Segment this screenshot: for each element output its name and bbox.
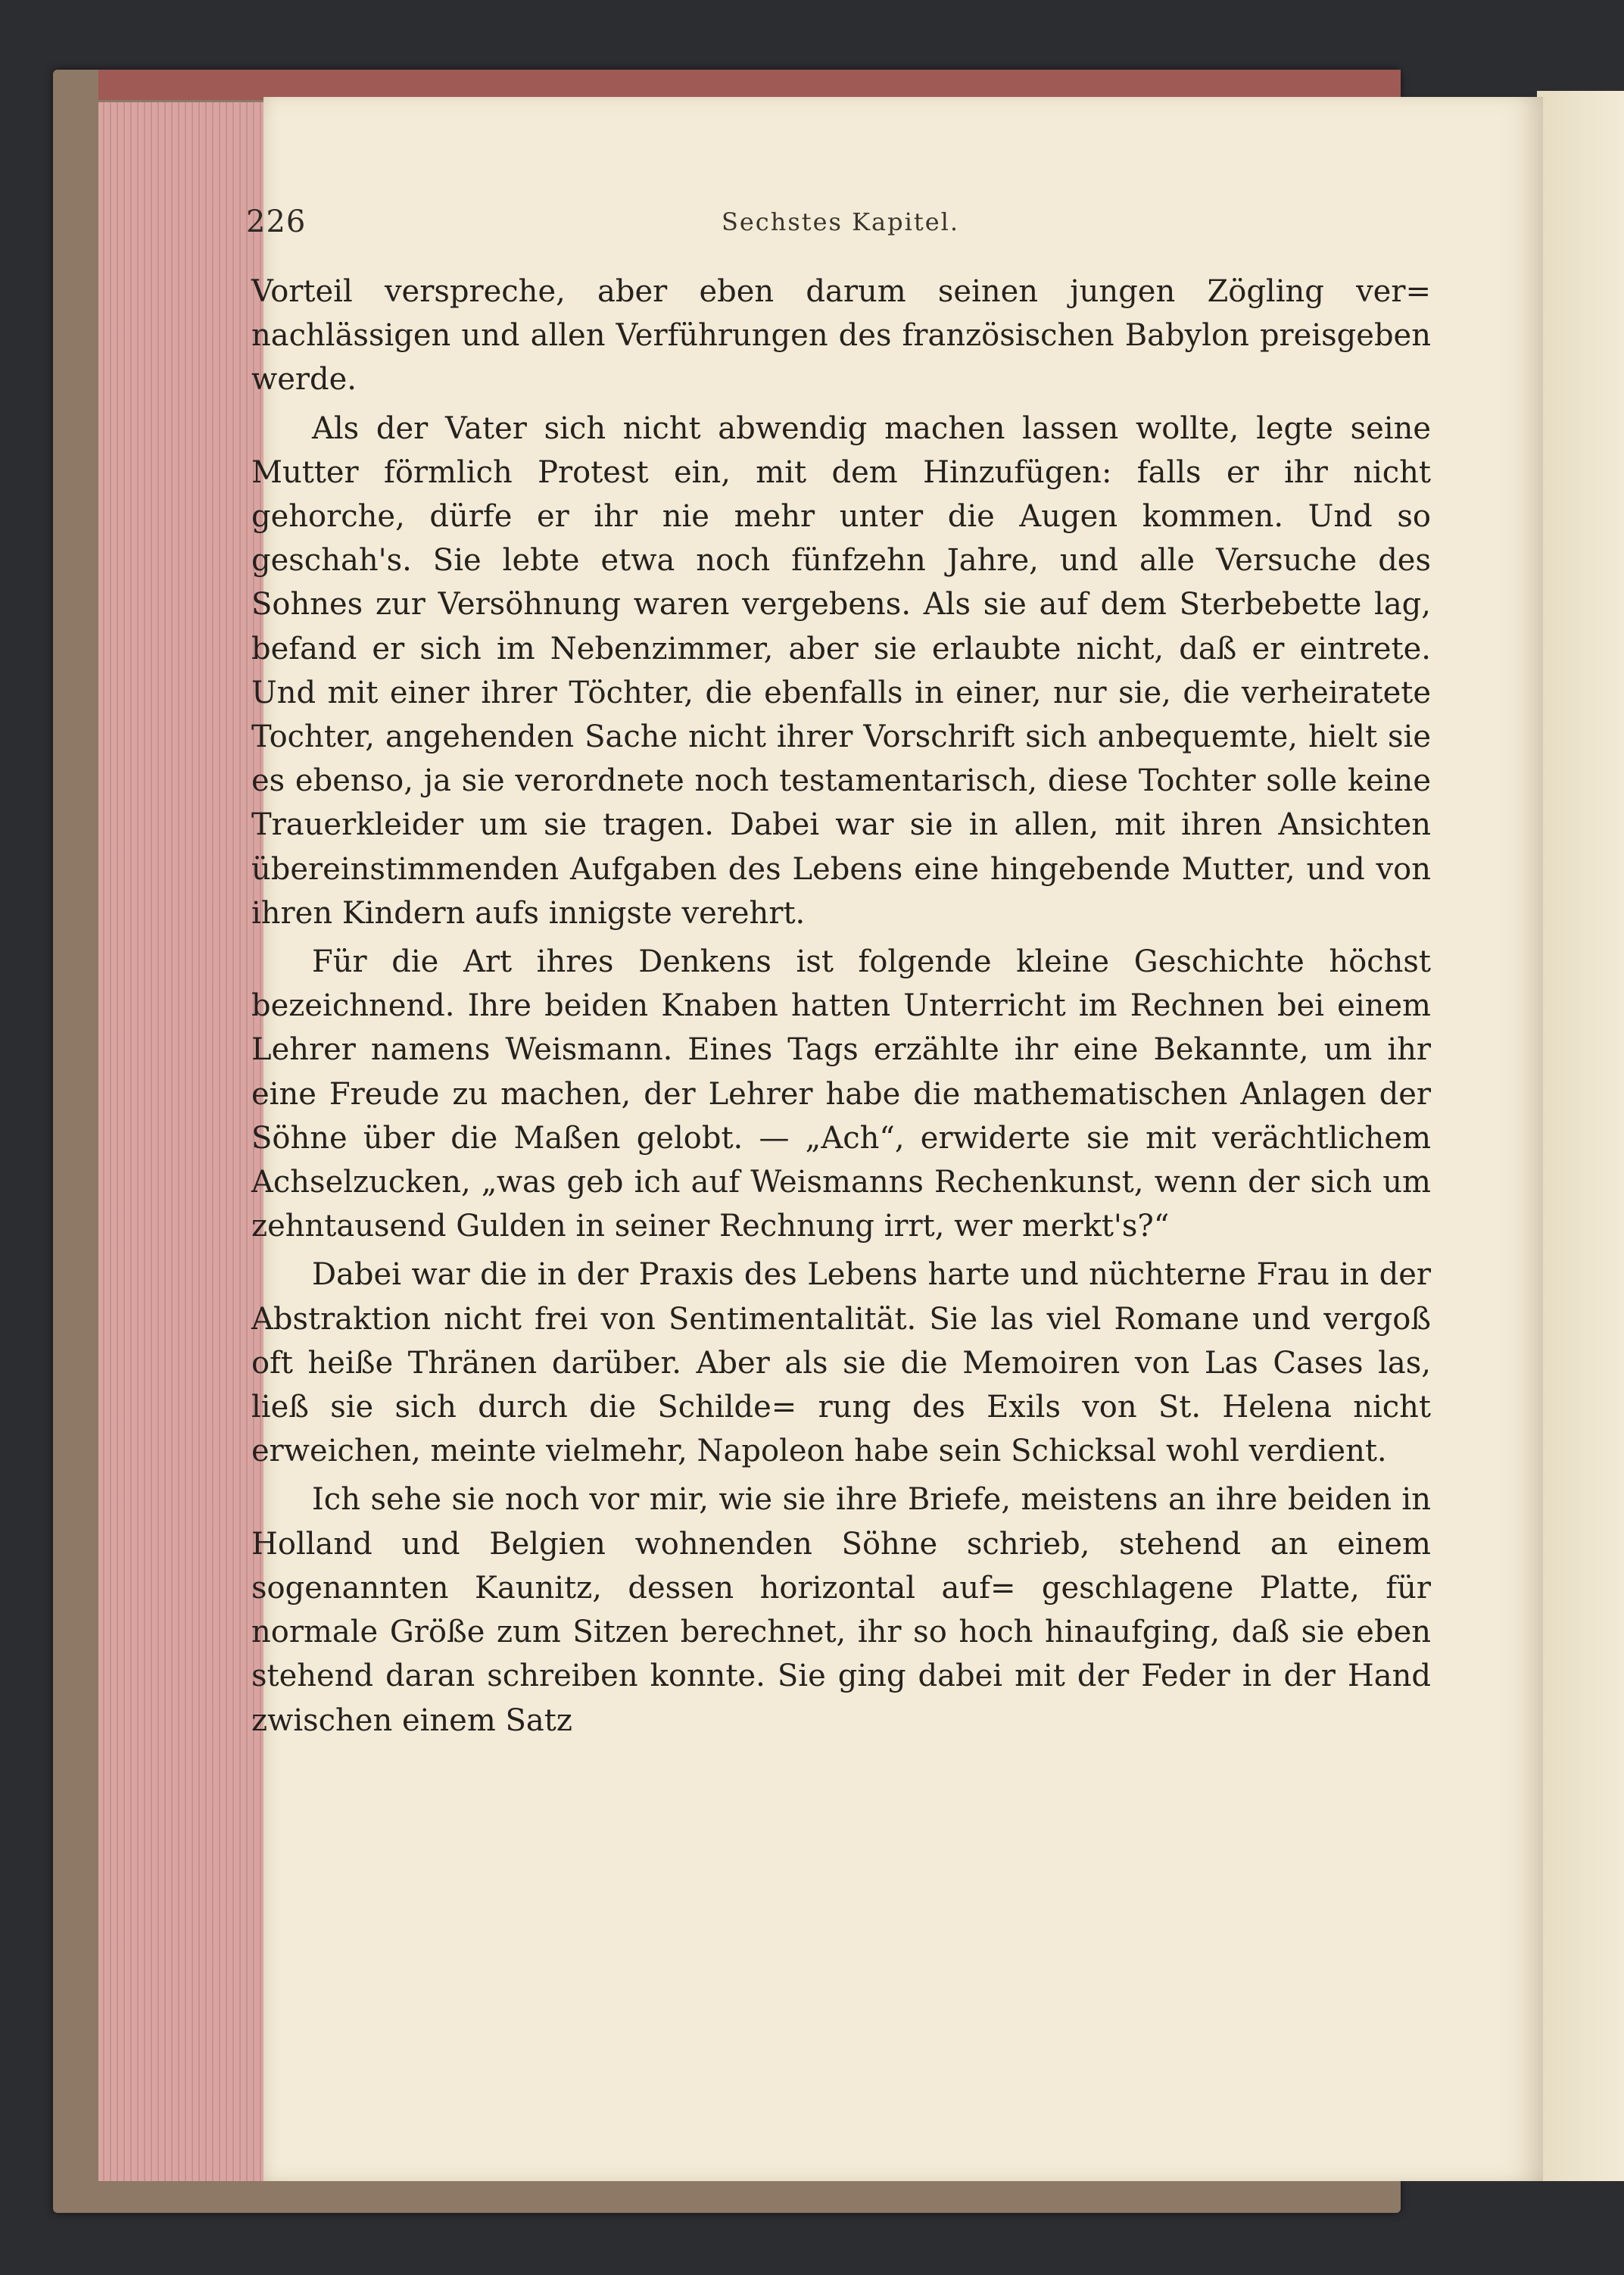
- page-header: [246, 204, 1435, 250]
- cover-top-edge: [98, 70, 1401, 100]
- running-head: Sechstes Kapitel.: [721, 208, 960, 236]
- body-text: [251, 270, 1431, 1743]
- paragraph: Ich sehe sie noch vor mir, wie sie ihre Briefe, meistens an ihre beiden in Holland und Belgien wohnenden Söhne schrieb, stehend an einem sogenannten Kaunitz, dessen horizontal auf= geschlagene Platte, für normale Größe zum Sitzen berechnet, ihr so hoch hinaufging, daß sie eben stehend daran schreiben konnte. Sie ging dabei mit der Feder in der Hand zwischen einem Satz: [251, 1482, 1431, 1738]
- page-edges: [98, 102, 265, 2181]
- facing-page-edge: [1537, 91, 1624, 2181]
- paragraph: Für die Art ihres Denkens ist folgende kleine Geschichte höchst bezeichnend. Ihre beiden Knaben hatten Unterricht im Rechnen bei einem Lehrer namens Weismann. Eines Tags erzählte ihr eine Bekannte, um ihr eine Freude zu machen, der Lehrer habe die mathematischen Anlagen der Söhne über die Maßen gelobt. — „Ach“, erwiderte sie mit verächtlichem Achselzucken, „was geb ich auf Weismanns Rechenkunst, wenn der sich um zehntausend Gulden in seiner Rechnung irrt, wer merkt's?“: [251, 944, 1431, 1244]
- page-number: 226: [246, 204, 307, 239]
- paragraph: Vorteil verspreche, aber eben darum seinen jungen Zögling ver= nachlässigen und allen Verführungen des französischen Babylon preisgeben werde.: [251, 274, 1431, 398]
- paragraph: Als der Vater sich nicht abwendig machen lassen wollte, legte seine Mutter förmlich Protest ein, mit dem Hinzufügen: falls er ihr nicht gehorche, dürfe er ihr nie mehr unter die Augen kommen. Und so geschah's. Sie lebte etwa noch fünfzehn Jahre, und alle Versuche des Sohnes zur Versöhnung waren vergebens. Als sie auf dem Sterbebette lag, befand er sich im Nebenzimmer, aber sie erlaubte nicht, daß er eintrete. Und mit einer ihrer Töchter, die ebenfalls in einer, nur sie, die verheiratete Tochter, angehenden Sache nicht ihrer Vorschrift sich anbequemte, hielt sie es ebenso, ja sie verordnete noch testamentarisch, diese Tochter solle keine Trauerkleider um sie tragen. Dabei war sie in allen, mit ihren Ansichten übereinstimmenden Aufgaben des Lebens eine hingebende Mutter, und von ihren Kindern aufs innigste verehrt.: [251, 410, 1431, 931]
- paragraph: Dabei war die in der Praxis des Lebens harte und nüchterne Frau in der Abstraktion nicht frei von Sentimentalität. Sie las viel Romane und vergoß oft heiße Thränen darüber. Aber als sie die Memoiren von Las Cases las, ließ sie sich durch die Schilde= rung des Exils von St. Helena nicht erweichen, meinte vielmehr, Napoleon habe sein Schicksal wohl verdient.: [251, 1257, 1431, 1469]
